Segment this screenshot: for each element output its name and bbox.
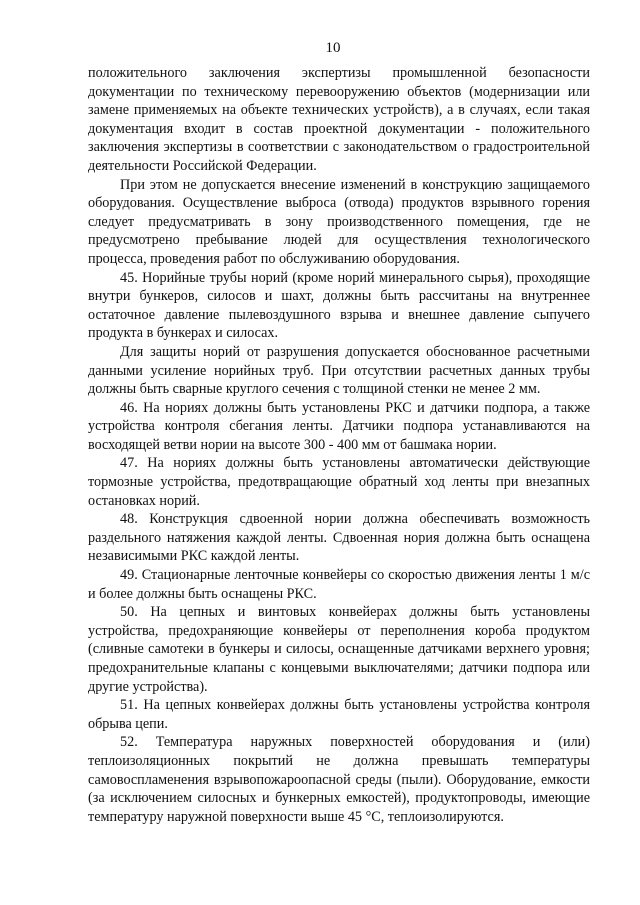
paragraph-item-48: 48. Конструкция сдвоенной нории должна обеспечивать возможность раздельного натяжения каждой ленты. Сдвоенная нория должна быть оснащена независимыми РКС каждой ленты. [88, 511, 590, 565]
paragraph-item-49: 49. Стационарные ленточные конвейеры со скоростью движения ленты 1 м/с и более должны быть оснащены РКС. [88, 567, 590, 602]
paragraph-pipe-reinforcement: Для защиты норий от разрушения допускается обоснованное расчетными данными усиление норийных труб. При отсутствии расчетных данных трубы должны быть сварные круглого сечения с толщиной стенки не менее 2 мм. [88, 343, 590, 398]
paragraph-item-47: 47. На нориях должны быть установлены автоматически действующие тормозные устройства, предотвращающие обратный ход ленты при внезапных остановках норий. [88, 455, 590, 509]
paragraph-item-52: 52. Температура наружных поверхностей оборудования и (или) теплоизоляционных покрытий не должна превышать температуры самовоспламенения взрывопожароопасной среды (пыли). Оборудование, емкости (за исключением силосных и бункерных емкостей), продуктопроводы, имеющие температуру наружной поверхности выше 45 °С, теплоизолируются. [88, 734, 590, 825]
page-number: 10 [325, 40, 341, 56]
paragraph-item-51: 51. На цепных конвейерах должны быть установлены устройства контроля обрыва цепи. [88, 697, 590, 732]
paragraph-explosion-venting: При этом не допускается внесение изменений в конструкцию защищаемого оборудования. Осуществление выброса (отвода) продуктов взрывного горения следует предусматривать в зону производственного помещения, где не предусмотрено пребывание людей для осуществления технологического процесса, проведения работ по обслуживанию оборудования. [88, 176, 590, 267]
paragraph-item-50: 50. На цепных и винтовых конвейерах должны быть установлены устройства, предохраняющие конвейеры от переполнения короба продуктом (сливные самотеки в бункеры и силосы, оснащенные датчиками верхнего уровня; предохранительные клапаны с концевыми выключателями; датчики подпора или другие устройства). [88, 604, 590, 695]
document-body [88, 64, 590, 826]
paragraph-continuation: положительного заключения экспертизы промышленной безопасности документации по техническому перевооружению объектов (модернизации или замене применяемых на объекте технических устройств), а в случаях, если такая документация входит в состав проектной документации - положительного заключения экспертизы в соответствии с законодательством о градостроительной деятельности Российской Федерации. [88, 65, 590, 174]
paragraph-item-45: 45. Норийные трубы норий (кроме норий минерального сырья), проходящие внутри бункеров, силосов и шахт, должны быть рассчитаны на внутреннее остаточное давление пылевоздушного взрыва и внешнее давление сыпучего продукта в бункерах и силосах. [88, 269, 590, 342]
paragraph-item-46: 46. На нориях должны быть установлены РКС и датчики подпора, а также устройства контроля сбегания ленты. Датчики подпора устанавливаются на восходящей ветви нории на высоте 300 - 400 мм от башмака нории. [88, 399, 590, 453]
